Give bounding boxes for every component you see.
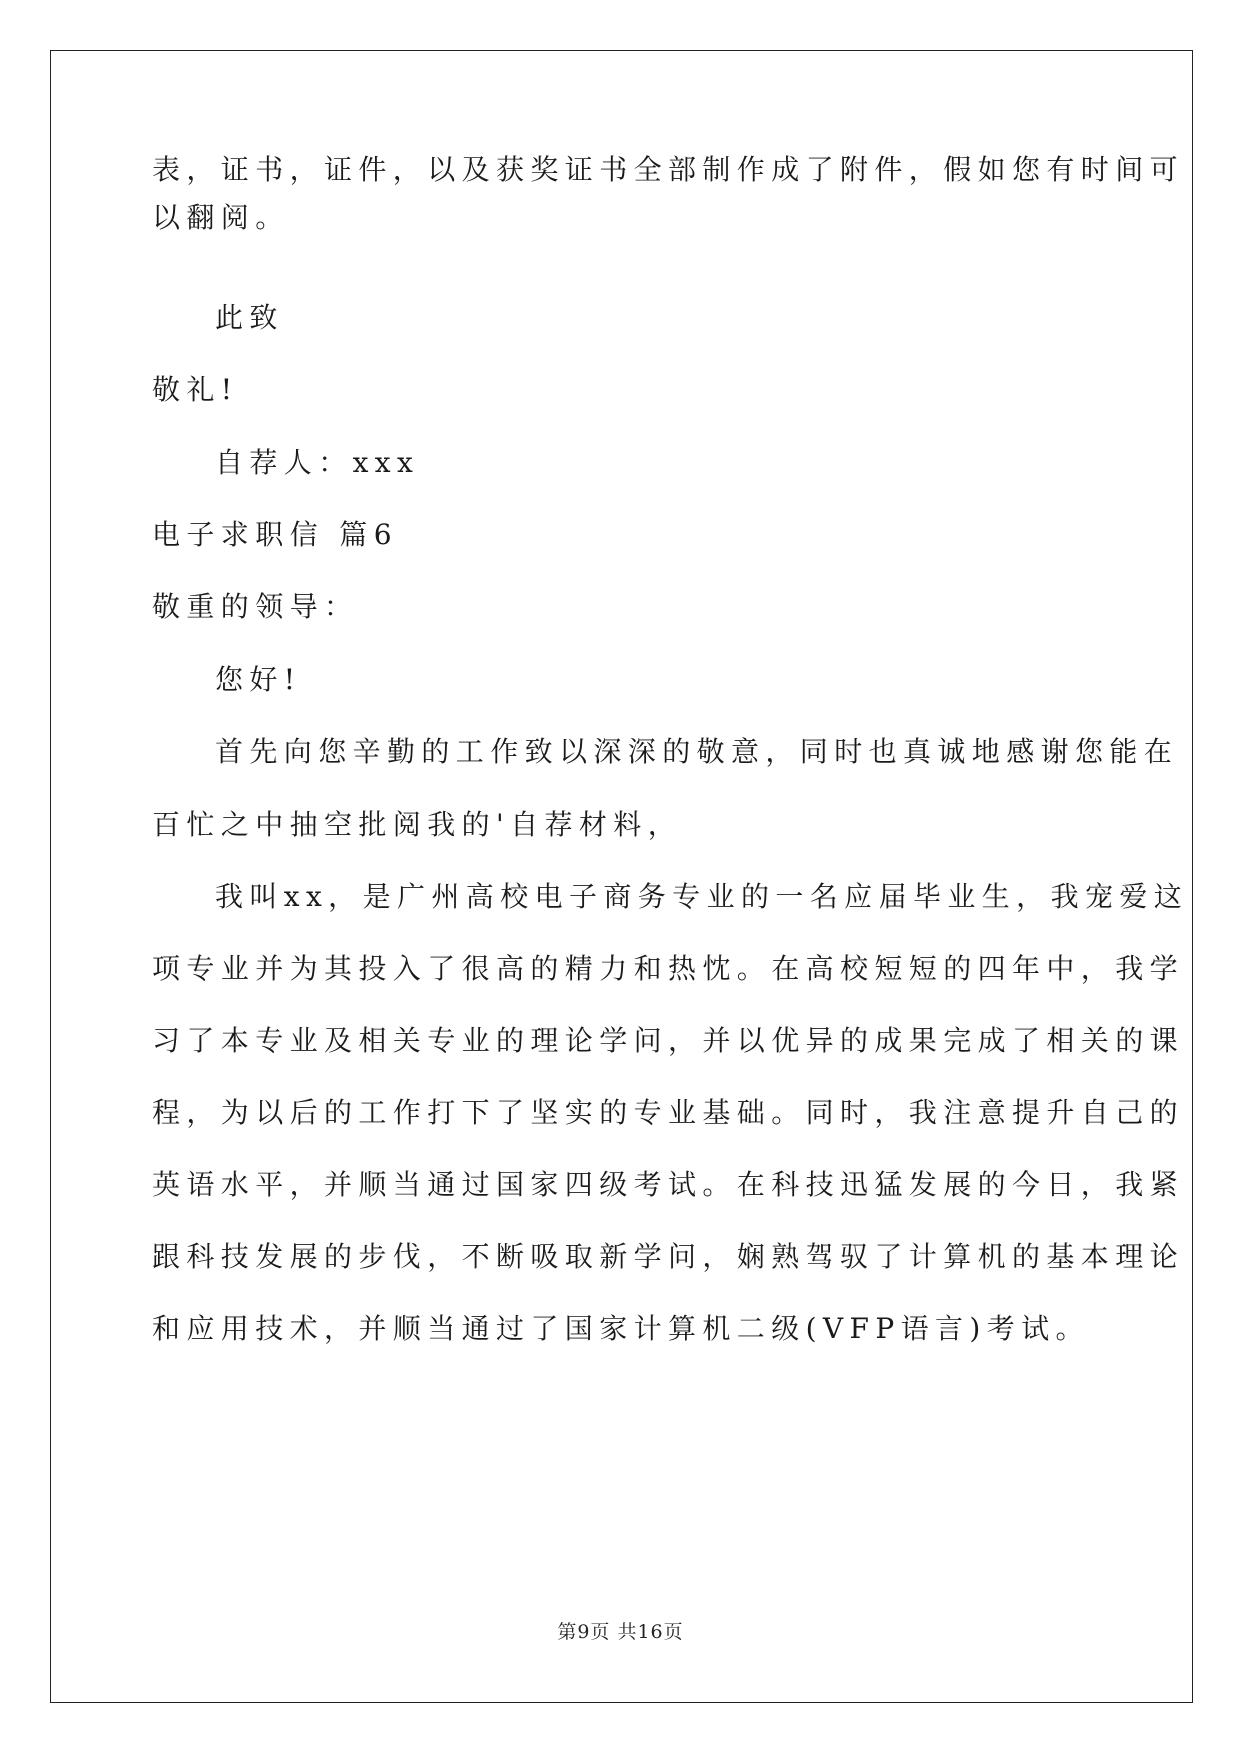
section-heading: 电子求职信 篇6 — [152, 518, 398, 551]
signature-line: 自荐人：xxx — [215, 446, 420, 479]
paragraph-line: 和应用技术，并顺当通过了国家计算机二级(VFP语言)考试。 — [152, 1312, 1090, 1345]
paragraph-line: 英语水平，并顺当通过国家四级考试。在科技迅猛发展的今日，我紧 — [152, 1168, 1185, 1201]
text-line: 以翻阅。 — [152, 201, 290, 234]
text-line: 表，证书，证件，以及获奖证书全部制作成了附件，假如您有时间可 — [152, 153, 1185, 186]
closing-salutation: 此致 — [215, 301, 284, 334]
paragraph-line: 跟科技发展的步伐，不断吸取新学问，娴熟驾驭了计算机的基本理论 — [152, 1240, 1185, 1273]
paragraph-line: 百忙之中抽空批阅我的'自荐材料， — [152, 808, 683, 841]
paragraph-line: 程，为以后的工作打下了坚实的专业基础。同时，我注意提升自己的 — [152, 1096, 1185, 1129]
letter-hello: 您好! — [215, 663, 302, 696]
page-footer: 第9页 共16页 — [557, 1621, 684, 1643]
closing-respect: 敬礼! — [152, 373, 239, 406]
paragraph-line: 首先向您辛勤的工作致以深深的敬意，同时也真诚地感谢您能在 — [215, 735, 1179, 768]
paragraph-line: 我叫xx，是广州高校电子商务专业的一名应届毕业生，我宠爱这 — [215, 880, 1189, 913]
paragraph-line: 项专业并为其投入了很高的精力和热忱。在高校短短的四年中，我学 — [152, 952, 1185, 985]
letter-greeting: 敬重的领导： — [152, 590, 359, 623]
paragraph-line: 习了本专业及相关专业的理论学问，并以优异的成果完成了相关的课 — [152, 1024, 1185, 1057]
